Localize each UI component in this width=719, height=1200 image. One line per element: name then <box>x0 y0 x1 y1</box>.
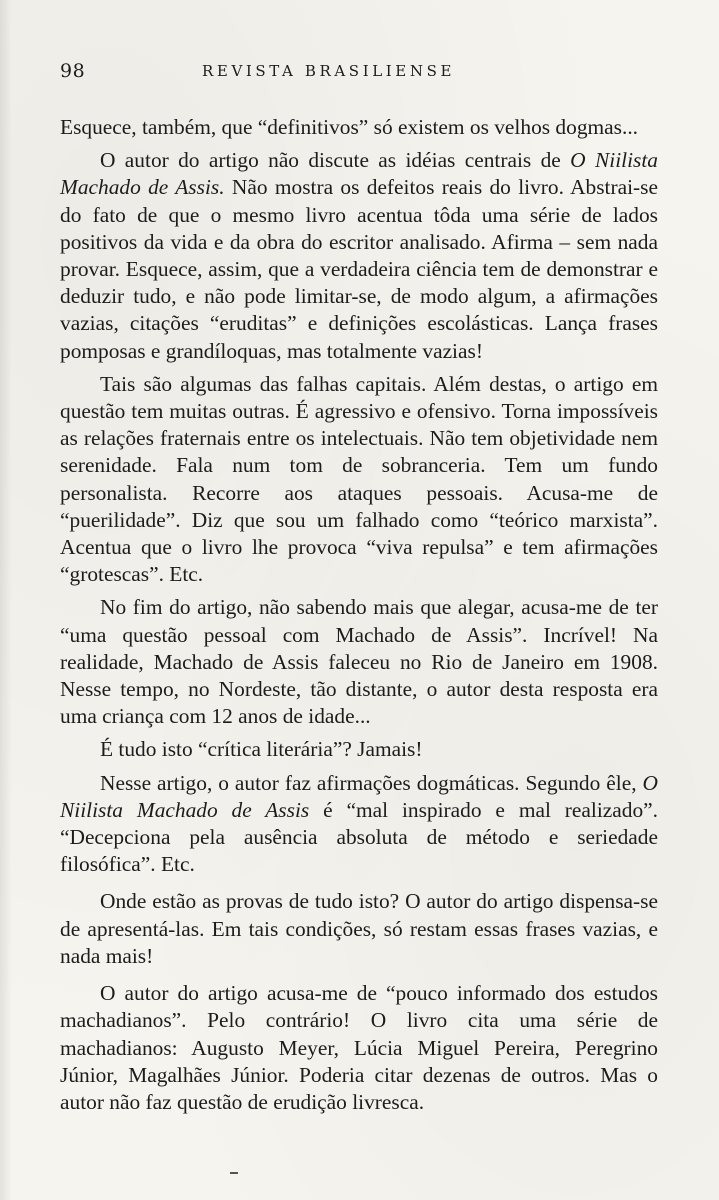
paragraph <box>60 770 658 879</box>
paragraph <box>60 147 658 365</box>
text-run: Tais são algumas das falhas capitais. Além destas, o artigo em questão tem muitas outras. É agressivo e ofensivo. Torna impossíveis as relações fraternais entre os intelectuais. Não tem objetividade nem serenidade. Fala num tom de sobranceria. Tem um fundo personalista. Recorre aos ataques pessoais. Acusa-me de “puerilidade”. Diz que sou um falhado como “teórico marxista”. Acentua que o livro lhe provoca “viva repulsa” e tem afirmações “grotescas”. Etc. <box>60 371 658 587</box>
text-run: Não mostra os defeitos reais do livro. Abstrai-se do fato de que o mesmo livro acentua tôda uma série de lados positivos da vida e da obra do escritor analisado. Afirma – sem nada provar. Esquece, assim, que a verdadeira ciência tem de demonstrar e deduzir tudo, e não pode limitar-se, de modo algum, a afirmações vazias, citações “eruditas” e definições escolásticas. Lança frases pomposas e grandíloquas, mas totalmente vazias! <box>60 175 658 363</box>
paragraph <box>60 371 658 589</box>
body-text <box>60 114 658 1122</box>
book-title: O Niilista Machado de Assis <box>60 770 658 822</box>
ink-speck <box>230 1172 238 1174</box>
page-number: 98 <box>60 60 86 82</box>
text-run: Onde estão as provas de tudo isto? O autor do artigo dispensa-se de apresentá-las. Em tais condições, só restam essas frases vazias, e nada mais! <box>60 889 658 968</box>
paragraph <box>60 114 658 141</box>
text-run: Esquece, também, que “definitivos” só existem os velhos dogmas... <box>60 115 639 139</box>
paragraph <box>60 736 658 763</box>
running-title: REVISTA BRASILIENSE <box>202 62 455 80</box>
text-run: O autor do artigo não discute as idéias centrais de <box>100 148 571 173</box>
text-run: O autor do artigo acusa-me de “pouco informado dos estudos machadianos”. Pelo contrário! O livro cita uma série de machadianos: Augusto Meyer, Lúcia Miguel Pereira, Peregrino Júnior, Magalhães Júnior. Poderia citar dezenas de outros. Mas o autor não faz questão de erudição livresca. <box>60 981 658 1114</box>
text-run: Nesse artigo, o autor faz afirmações dogmáticas. Segundo êle, <box>100 770 643 795</box>
page-gutter-shadow <box>0 0 12 1200</box>
text-run: No fim do artigo, não sabendo mais que alegar, acusa-me de ter “uma questão pessoal com Machado de Assis”. Incrível! Na realidade, Machado de Assis faleceu no Rio de Janeiro em 1908. Nesse tempo, no Nordeste, tão distante, o autor desta resposta era uma criança com 12 anos de idade... <box>60 595 658 729</box>
paragraph <box>60 888 658 970</box>
text-run: é “mal inspirado e mal realizado”. “Decepciona pela ausência absoluta de método e seriedade filosófica”. Etc. <box>60 797 658 877</box>
paragraph <box>60 594 658 730</box>
book-title: O Niilista Machado de Assis. <box>60 148 658 200</box>
paragraph <box>60 980 658 1116</box>
page-header <box>60 60 660 90</box>
text-run: É tudo isto “crítica literária”? Jamais! <box>100 737 423 762</box>
